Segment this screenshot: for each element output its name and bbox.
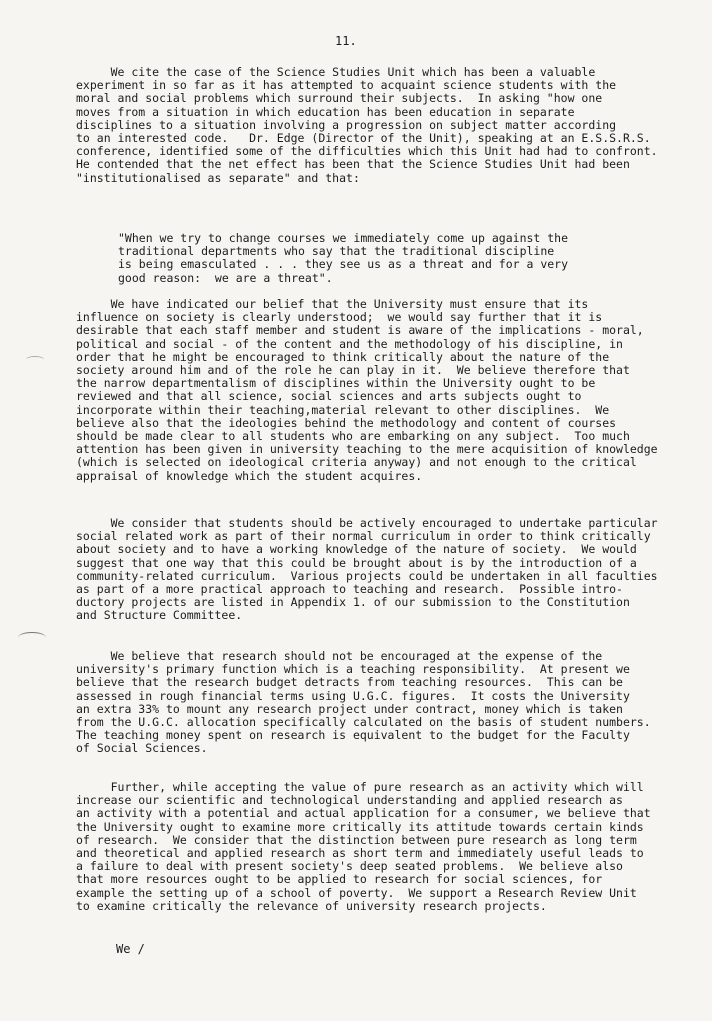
block-quote: "When we try to change courses we immediately come up against the traditional departments who say that the traditional discipline is being emasculated . . . they see us as a threat and for a very good reason: we are a threat". [118, 231, 569, 285]
continuation-mark: We / [116, 942, 145, 956]
page-number: 11. [335, 34, 357, 48]
margin-faint-mark [26, 356, 44, 363]
paragraph-community-curriculum: We consider that students should be actively encouraged to undertake particular social related work as part of their normal curriculum in order to think critically about society and to have a working knowledge of the nature of society. We would suggest that one way that this could be brought about is by the introduction of a community-related curriculum. Various projects could be undertaken in all faculties as part of a more practical approach to teaching and research. Possible intro- ductory projects are listed in Appendix 1. of our submission to the Constitution and Structure Committee. [76, 516, 658, 623]
paragraph-science-studies: We cite the case of the Science Studies Unit which has been a valuable experiment in so far as it has attempted to acquaint science students with the moral and social problems which surround their subjects. In asking "how one moves from a situation in which education has been education in separate disciplines to a situation involving a progression on subject matter according to an interested code. Dr. Edge (Director of the Unit), speaking at an E.S.S.R.S. conference, identified some of the difficulties which this Unit had had to confront. He contended that the net effect has been that the Science Studies Unit had been "institutionalised as separate" and that: [76, 65, 658, 185]
paragraph-pure-applied-research: Further, while accepting the value of pure research as an activity which will increase our scientific and technological understanding and applied research as an activity with a potential and actual application for a consumer, we believe that the University ought to examine more critically its attitude towards certain kinds of research. We consider that the distinction between pure research as long term and theoretical and applied research as short term and immediately useful leads to a failure to deal with present society's deep seated problems. We believe also that more resources ought to be applied to research for social sciences, for example the setting up of a school of poverty. We support a Research Review Unit to examine critically the relevance of university research projects. [76, 780, 651, 913]
paragraph-university-influence: We have indicated our belief that the University must ensure that its influence on society is clearly understood; we would say further that it is desirable that each staff member and student is aware of the implications - moral, political and social - of the content and the methodology of his discipline, in order that he might be encouraged to think critically about the nature of the society around him and of the role he can play in it. We believe therefore that the narrow departmentalism of disciplines within the University ought to be reviewed and that all science, social sciences and arts subjects ought to incorporate within their teaching,material relevant to other disciplines. We believe also that the ideologies behind the methodology and content of courses should be made clear to all students who are embarking on any subject. Too much attention has been given in university teaching to the mere acquisition of knowledge (which is selected on ideological criteria anyway) and not enough to the critical appraisal of knowledge which the student acquires. [76, 297, 658, 483]
margin-pencil-mark [18, 632, 46, 643]
paragraph-research-budget: We believe that research should not be encouraged at the expense of the university's primary function which is a teaching responsibility. At present we believe that the research budget detracts from teaching resources. This can be assessed in rough financial terms using U.G.C. figures. It costs the University an extra 33% to mount any research project under contract, money which is taken from the U.G.C. allocation specifically calculated on the basis of student numbers. The teaching money spent on research is equivalent to the budget for the Faculty of Social Sciences. [76, 649, 651, 756]
